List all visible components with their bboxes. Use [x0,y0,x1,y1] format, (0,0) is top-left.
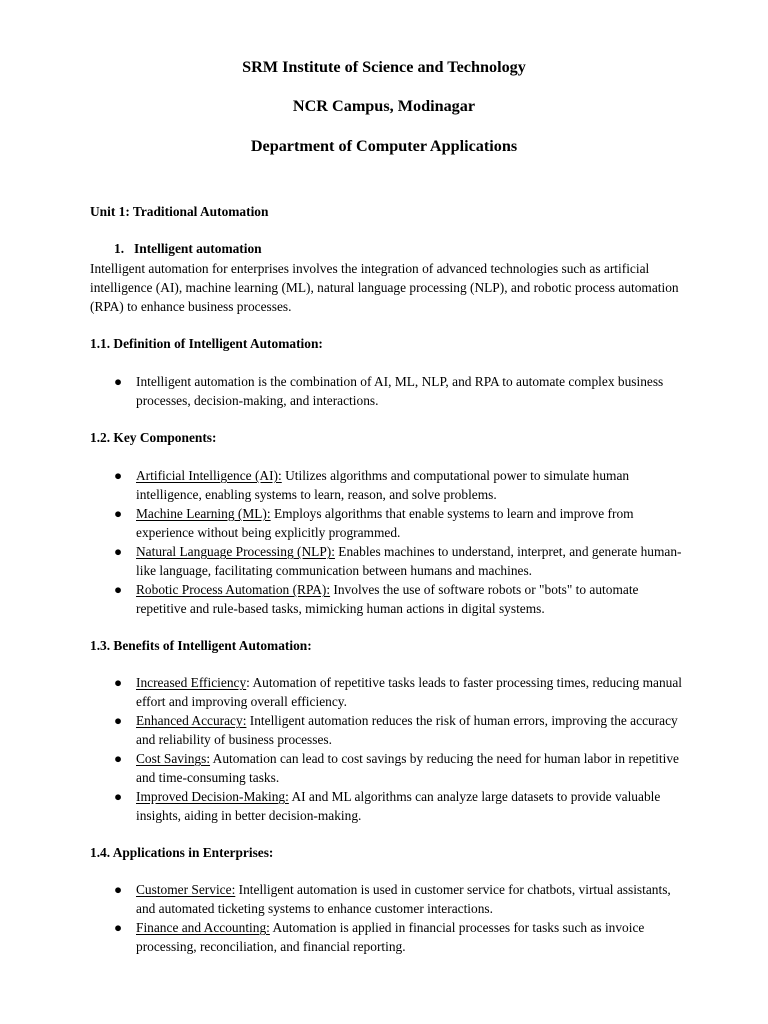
unit-title: Unit 1: Traditional Automation [90,204,269,219]
list-item: ● Finance and Accounting: Automation is applied in financial processes for tasks such as invoice processing, reconciliation, and financial reporting. [114,920,645,954]
list-item: ● Improved Decision-Making: AI and ML algorithms can analyze large datasets to provide valuable insights, aiding in better decision-making. [114,789,661,823]
list-item: ● Machine Learning (ML): Employs algorithms that enable systems to learn and improve from experience without being explicitly programmed. [114,506,634,540]
list-item: ● Natural Language Processing (NLP): Enables machines to understand, interpret, and generate human-like language, facilitating communication between humans and machines. [114,544,682,578]
definition-list [0,372,768,410]
intro-paragraph: Intelligent automation for enterprises involves the integration of advanced technologies such as artificial intelligence (AI), machine learning (ML), natural language processing (NLP), and robotic process automation (RPA) to enhance business processes. [90,261,679,314]
bullet-icon: ● [114,544,123,559]
bullet-icon: ● [114,374,123,389]
list-item: ● Artificial Intelligence (AI): Utilizes algorithms and computational power to simulate human intelligence, enabling systems to learn, reason, and solve problems. [114,468,630,502]
bullet-icon: ● [114,582,123,597]
applications-heading: 1.4. Applications in Enterprises: [90,845,274,860]
list-item: ● Intelligent automation is the combination of AI, ML, NLP, and RPA to automate complex business processes, decision-making, and interactions. [114,374,664,408]
benefits-heading: 1.3. Benefits of Intelligent Automation: [90,638,312,653]
bullet-icon: ● [114,882,123,897]
list-item: ● Robotic Process Automation (RPA): Involves the use of software robots or "bots" to automate repetitive and rule-based tasks, mimicking human actions in digital systems. [114,582,639,616]
components-list [0,466,768,618]
bullet-icon: ● [114,789,123,804]
bullet-icon: ● [114,506,123,521]
section-heading [114,239,262,258]
components-heading: 1.2. Key Components: [90,430,217,445]
section-title: Intelligent automation [134,241,262,256]
section-number: 1. [114,241,125,256]
list-item: ● Enhanced Accuracy: Intelligent automation reduces the risk of human errors, improving the accuracy and reliability of business processes. [114,713,678,747]
bullet-icon: ● [114,751,123,766]
applications-list [0,880,768,956]
list-item: ● Increased Efficiency: Automation of repetitive tasks leads to faster processing times, reducing manual effort and improving overall efficiency. [114,675,683,709]
bullet-icon: ● [114,713,123,728]
bullet-icon: ● [114,468,123,483]
department-title: Department of Computer Applications [250,137,518,155]
list-item: ● Cost Savings: Automation can lead to cost savings by reducing the need for human labor in repetitive and time-consuming tasks. [114,751,679,785]
list-item: ● Customer Service: Intelligent automation is used in customer service for chatbots, virtual assistants, and automated ticketing systems to enhance customer interactions. [114,882,671,916]
campus-title: NCR Campus, Modinagar [292,97,476,115]
institute-title: SRM Institute of Science and Technology [242,58,526,76]
definition-heading: 1.1. Definition of Intelligent Automation: [90,336,323,351]
bullet-icon: ● [114,675,123,690]
benefits-list [0,673,768,825]
bullet-icon: ● [114,920,123,935]
